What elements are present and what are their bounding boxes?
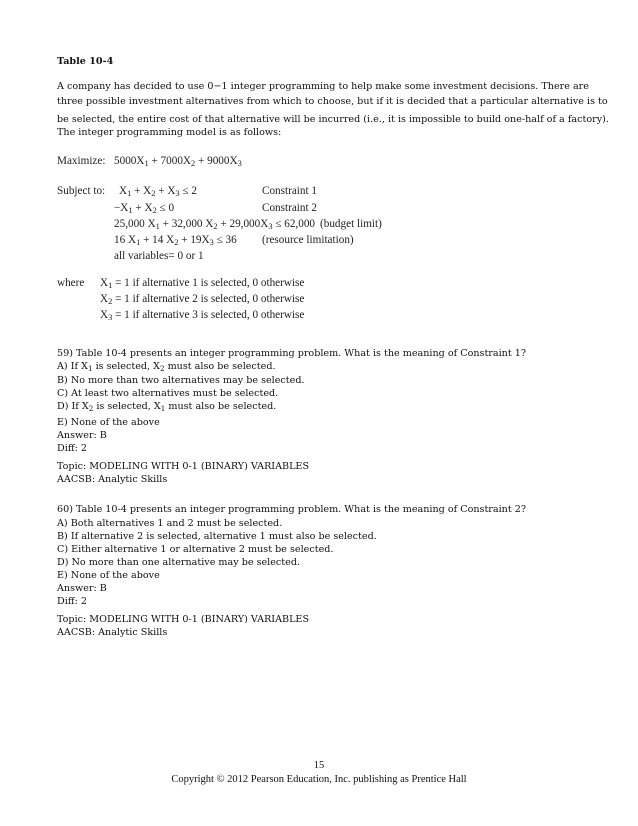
- q59-topic: Topic: MODELING WITH 0-1 (BINARY) VARIABLES: [57, 461, 310, 472]
- q60-option-a: A) Both alternatives 1 and 2 must be selected.: [57, 518, 283, 529]
- q60-option-c: C) Either alternative 1 or alternative 2 must be selected.: [57, 544, 334, 555]
- constraint-1-expr: $X_1 + X_2 + X_3 \le 2$: [119, 185, 197, 199]
- where-label: where: [57, 277, 85, 289]
- q60-option-b: B) If alternative 2 is selected, alternative 1 must also be selected.: [57, 531, 377, 542]
- constraint-2-name: Constraint 2: [262, 202, 318, 214]
- intro-line-2: three possible investment alternatives from which to choose, but if it is decided that a particular alternative is to: [57, 96, 608, 107]
- page-number: 15: [313, 760, 325, 771]
- q59-aacsb: AACSB: Analytic Skills: [57, 474, 168, 485]
- intro-line-3: be selected, the entire cost of that alternative will be incurred (i.e., it is impossible to build one-half of a factory).: [57, 114, 609, 125]
- q59-option-a: A) If $X_1$ is selected, $X_2$ must also be selected.: [57, 361, 276, 373]
- q60-aacsb: AACSB: Analytic Skills: [57, 627, 168, 638]
- all-variables: all variables= 0 or 1: [114, 250, 204, 262]
- subject-to-label: Subject to:: [57, 185, 106, 197]
- q59-option-c: C) At least two alternatives must be selected.: [57, 388, 279, 399]
- q60-option-d: D) No more than one alternative may be selected.: [57, 557, 301, 568]
- q60-difficulty: Diff: 2: [57, 596, 87, 607]
- intro-line-4: The integer programming model is as follows:: [57, 127, 282, 138]
- q60-answer: Answer: B: [57, 583, 107, 594]
- constraint-3-expr: 25,000 $X_1 + 32,000$ $X_2 + 29,000X_3 \le 62,000$: [114, 218, 316, 232]
- where-x1: $X_1 = 1$ if alternative 1 is selected, 0 otherwise: [100, 277, 305, 291]
- intro-line-1: A company has decided to use 0−1 integer programming to help make some investment decisions. There are: [57, 81, 589, 92]
- q60-topic: Topic: MODELING WITH 0-1 (BINARY) VARIABLES: [57, 614, 310, 625]
- constraint-4-name: (resource limitation): [262, 234, 354, 246]
- q59-option-b: B) No more than two alternatives may be selected.: [57, 375, 305, 386]
- maximize-label: Maximize:: [57, 155, 106, 167]
- constraint-4-expr: 16 $X_1 + 14$ $X_2 + 19X_3 \le 36$: [114, 234, 237, 248]
- constraint-1-name: Constraint 1: [262, 185, 318, 197]
- constraint-3-name: (budget limit): [320, 218, 382, 230]
- copyright-footer: Copyright © 2012 Pearson Education, Inc. publishing as Prentice Hall: [171, 774, 467, 785]
- q59-difficulty: Diff: 2: [57, 443, 87, 454]
- objective-function: $5000X_1 + 7000X_2 + 9000X_3$: [114, 155, 242, 169]
- q60-option-e: E) None of the above: [57, 570, 160, 581]
- constraint-2-expr: $-X_1 + X_2 \le 0$: [114, 202, 175, 216]
- where-x3: $X_3 = 1$ if alternative 3 is selected, 0 otherwise: [100, 309, 305, 323]
- q59-option-d: D) If $X_2$ is selected, $X_1$ must also be selected.: [57, 401, 277, 413]
- table-title: Table 10-4: [57, 56, 114, 67]
- q59-option-e: E) None of the above: [57, 417, 160, 428]
- q60-text: 60) Table 10-4 presents an integer programming problem. What is the meaning of Constraint 2?: [57, 504, 527, 515]
- q59-answer: Answer: B: [57, 430, 107, 441]
- q59-text: 59) Table 10-4 presents an integer programming problem. What is the meaning of Constraint 1?: [57, 348, 527, 359]
- where-x2: $X_2 = 1$ if alternative 2 is selected, 0 otherwise: [100, 293, 305, 307]
